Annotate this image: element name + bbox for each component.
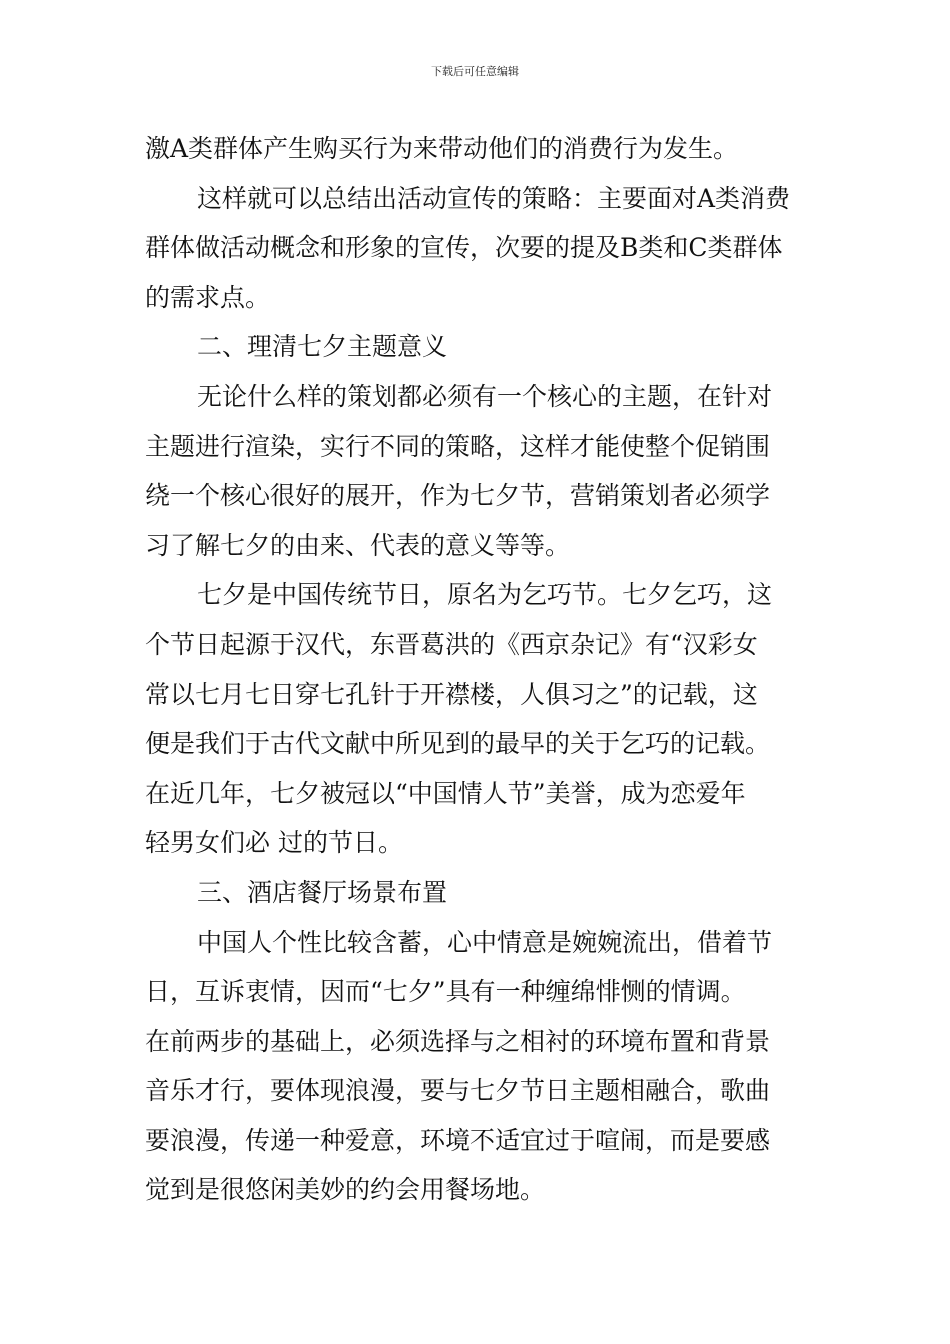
text-line: 激A类群体产生购买行为来带动他们的消费行为发生。 [145, 134, 739, 163]
text-line: 个节日起源于汉代，东晋葛洪的《西京杂记》有“汉彩女 [145, 629, 758, 659]
text-line: 无论什么样的策划都必须有一个核心的主题，在针对 [197, 381, 773, 411]
text-line: 日，互诉衷情，因而“七夕”具有一种缠绵悱恻的情调。 [145, 977, 746, 1007]
text-line: 群体做活动概念和形象的宣传，次要的提及B类和C类群体 [145, 233, 783, 263]
text-line: 的需求点。 [145, 282, 271, 312]
text-line: 在近几年，七夕被冠以“中国情人节”美誉，成为恋爱年 [145, 778, 746, 808]
text-line: 中国人个性比较含蓄，心中情意是婉婉流出，借着节 [197, 927, 773, 957]
text-line: 七夕是中国传统节日，原名为乞巧节。七夕乞巧，这 [197, 580, 773, 610]
text-line: 轻男女们必 过的节日。 [145, 828, 403, 858]
text-line: 音乐才行，要体现浪漫，要与七夕节日主题相融合，歌曲 [145, 1076, 771, 1106]
section-heading: 三、酒店餐厅场景布置 [197, 877, 448, 907]
text-line: 习了解七夕的由来、代表的意义等等。 [145, 530, 571, 560]
section-heading: 二、理清七夕主题意义 [197, 332, 448, 362]
text-line: 在前两步的基础上，必须选择与之相衬的环境布置和背景 [145, 1026, 771, 1056]
page-header: 下载后可任意编辑 [431, 65, 519, 78]
text-line: 绕一个核心很好的展开，作为七夕节，营销策划者必须学 [145, 481, 771, 511]
text-line: 主题进行渲染，实行不同的策略，这样才能使整个促销围 [145, 431, 771, 461]
document-body [145, 124, 810, 1215]
text-line: 要浪漫，传递一种爱意，环境不适宜过于喧闹，而是要感 [145, 1125, 771, 1155]
text-line: 觉到是很悠闲美妙的约会用餐场地。 [145, 1175, 546, 1205]
text-line: 这样就可以总结出活动宣传的策略：主要面对A类消费 [197, 183, 791, 213]
text-line: 便是我们于古代文献中所见到的最早的关于乞巧的记载。 [145, 729, 771, 759]
text-line: 常以七月七日穿七孔针于开襟楼，人俱习之”的记载，这 [145, 679, 758, 709]
